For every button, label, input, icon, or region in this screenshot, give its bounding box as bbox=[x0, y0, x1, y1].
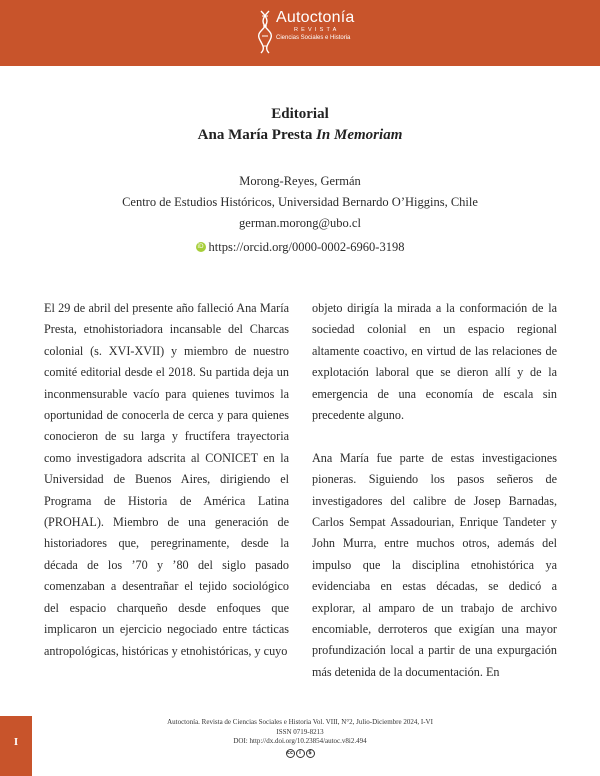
title-main: Ana María Presta bbox=[197, 127, 317, 143]
dna-helix-icon bbox=[258, 9, 272, 55]
page-number: I bbox=[13, 736, 19, 748]
body-column-left bbox=[44, 298, 289, 683]
footer-doi[interactable]: DOI: http://dx.doi.org/10.23854/autoc.v8i2.494 bbox=[233, 737, 367, 745]
orcid-url[interactable]: https://orcid.org/0000-0002-6960-3198 bbox=[208, 239, 405, 254]
license-badge[interactable] bbox=[286, 749, 315, 758]
creative-commons-icon: cc bbox=[287, 749, 293, 756]
author-name: Morong-Reyes, Germán bbox=[239, 174, 361, 188]
noncommercial-icon: $ bbox=[306, 749, 315, 758]
body-column-right bbox=[312, 298, 557, 705]
journal-logo-text bbox=[276, 9, 355, 42]
author-affiliation: Centro de Estudios Históricos, Universidad Bernardo O’Higgins, Chile bbox=[122, 195, 478, 209]
author-email[interactable]: german.morong@ubo.cl bbox=[239, 216, 361, 230]
paragraph: El 29 de abril del presente año falleció Ana María Presta, etnohistoriadora incansable del Charcas colonial (s. XVI-XVII) y miembro de nuestro comité editorial desde el 2018. Su partida deja un inconmensurable vacío para quienes tuvimos la oportunidad de conocerla de cerca y para quienes conocieron de su larga y fructífera trayectoria como investigadora adscrita al CONICET en la Universidad de Buenos Aires, dirigiendo el Programa de Historia de América Latina (PROHAL). Miembro de una generación de historiadores que, peregrinamente, desde la década de los ’70 y ’80 del siglo pasado comenzaban a desentrañar el tejido sociológico del espacio charqueño desde enfoques que implicaron un ejercicio negociado entre tácticas antropológicas, históricas y etnohistóricas, y cuyo bbox=[44, 301, 289, 658]
author-block bbox=[0, 171, 600, 258]
article-title-block bbox=[0, 104, 600, 146]
journal-banner bbox=[0, 0, 600, 66]
journal-name: Autoctonía bbox=[276, 9, 355, 26]
section-label: Editorial bbox=[271, 106, 329, 122]
orcid-link[interactable] bbox=[196, 237, 405, 258]
orcid-icon: iD bbox=[197, 243, 204, 250]
paragraph: Ana María fue parte de estas investigaciones pioneras. Siguiendo los pasos señeros de investigadores del calibre de Josep Barnadas, Carlos Sempat Assadourian, Enrique Tandeter y John Murra, entre muchos otros, además del impulso que la disciplina etnohistórica ya evidenciaba en estas décadas, se dedicó a explorar, al amparo de un trabajo de archivo encomiable, derroteros que exigían una mayor profundización local a partir de una expurgación más detenida de la documentación. En bbox=[312, 450, 557, 679]
footer-citation: Autoctonía. Revista de Ciencias Sociales e Historia Vol. VIII, N°2, Julio-Diciembre 2024, I-VI bbox=[167, 718, 433, 726]
journal-sub: REVISTA bbox=[294, 27, 340, 33]
attribution-icon: i bbox=[296, 749, 305, 758]
title-italic: In Memoriam bbox=[316, 127, 403, 143]
article-title bbox=[0, 125, 600, 146]
journal-logo bbox=[258, 9, 355, 55]
journal-tagline: Ciencias Sociales e Historia bbox=[276, 35, 351, 41]
footer-issn: ISSN 0719-8213 bbox=[276, 727, 324, 736]
page-footer bbox=[0, 718, 600, 758]
paragraph: objeto dirigía la mirada a la conformación de la sociedad colonial en un espacio regional altamente coactivo, en virtud de las relaciones de explotación laboral que se dieron allí y de la emergencia de una economía de escala sin precedente alguno. bbox=[312, 301, 557, 423]
